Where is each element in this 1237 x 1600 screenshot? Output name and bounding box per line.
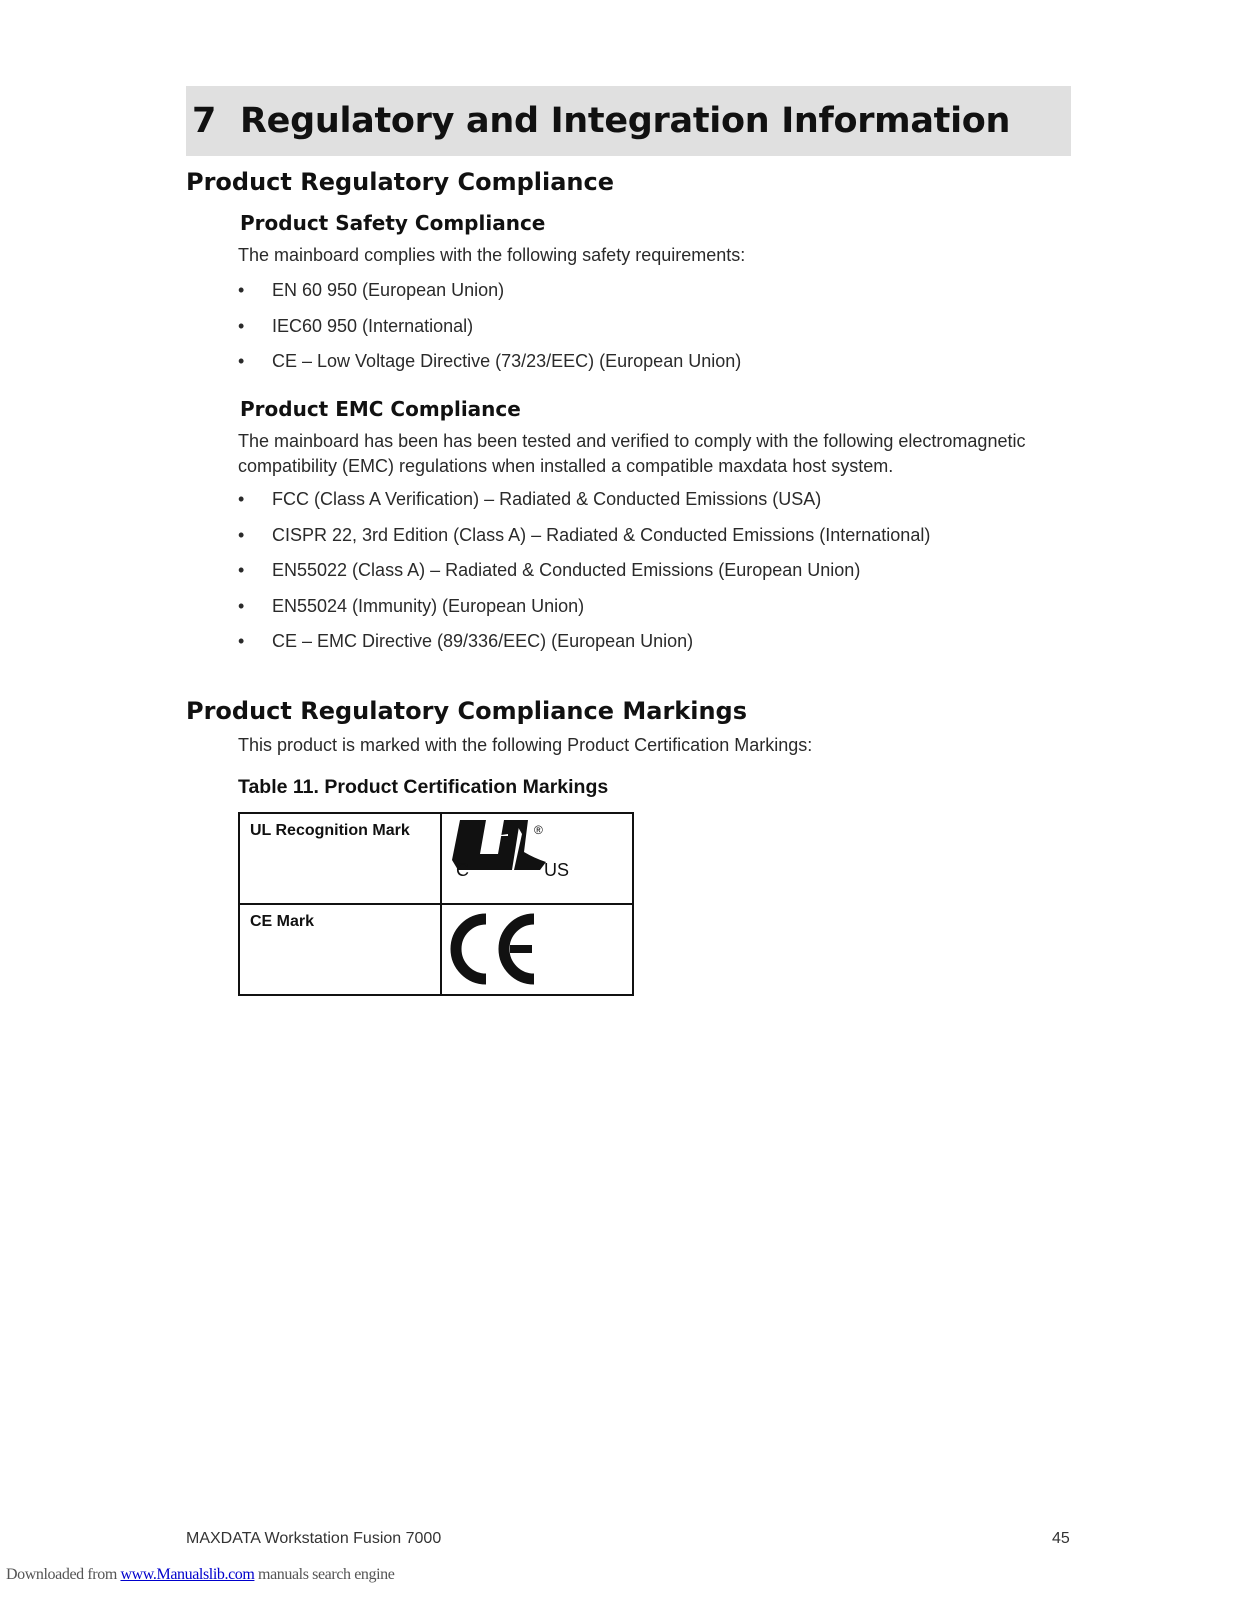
chapter-title: [192, 86, 1010, 156]
section-heading-compliance-markings: Product Regulatory Compliance Markings: [186, 697, 748, 725]
table-row: [239, 813, 633, 904]
emc-list: [238, 487, 930, 665]
safety-intro: The mainboard complies with the following safety requirements:: [238, 245, 746, 265]
registered-mark: ®: [534, 823, 543, 837]
download-suffix: manuals search engine: [254, 1566, 395, 1583]
list-item: • CE – EMC Directive (89/336/EEC) (European Union): [238, 629, 930, 665]
chapter-title-text: Regulatory and Integration Information: [240, 101, 1011, 141]
ul-mark-c-text: C: [456, 860, 469, 880]
chapter-number: 7: [192, 101, 217, 141]
table-cell-mark: [441, 904, 633, 995]
subsection-heading-safety: Product Safety Compliance: [240, 211, 546, 235]
table-row: [239, 904, 633, 995]
list-item: • CISPR 22, 3rd Edition (Class A) – Radiated & Conducted Emissions (International): [238, 523, 930, 559]
emc-intro-line1: The mainboard has been has been tested and verified to comply with the following electromagnetic: [238, 431, 1026, 451]
emc-intro-line2: compatibility (EMC) regulations when installed a compatible maxdata host system.: [238, 456, 894, 476]
footer-title: MAXDATA Workstation Fusion 7000: [186, 1530, 442, 1547]
table-caption: Table 11. Product Certification Markings: [238, 776, 609, 798]
markings-intro: This product is marked with the following Product Certification Markings:: [238, 735, 813, 755]
table-cell-label: UL Recognition Mark: [239, 813, 441, 904]
download-prefix: Downloaded from: [6, 1566, 121, 1583]
list-item: • FCC (Class A Verification) – Radiated & Conducted Emissions (USA): [238, 487, 930, 523]
page-number: 45: [1052, 1530, 1070, 1547]
certification-markings-table: [238, 812, 634, 996]
list-item: • EN55024 (Immunity) (European Union): [238, 594, 930, 630]
emc-intro: [238, 429, 1078, 479]
ul-recognition-mark-icon: [442, 814, 632, 898]
ul-mark-us-text: US: [544, 860, 570, 880]
list-item: • IEC60 950 (International): [238, 314, 741, 350]
table-cell-mark: [441, 813, 633, 904]
download-notice: [6, 1566, 394, 1584]
subsection-heading-emc: Product EMC Compliance: [240, 397, 521, 421]
list-item: • CE – Low Voltage Directive (73/23/EEC) (European Union): [238, 349, 741, 385]
ce-mark-icon: [442, 905, 632, 989]
table-cell-label: CE Mark: [239, 904, 441, 995]
section-heading-regulatory-compliance: Product Regulatory Compliance: [186, 168, 615, 196]
safety-list: [238, 278, 741, 385]
list-item: • EN55022 (Class A) – Radiated & Conducted Emissions (European Union): [238, 558, 930, 594]
list-item: • EN 60 950 (European Union): [238, 278, 741, 314]
manualslib-link[interactable]: www.Manualslib.com: [120, 1566, 255, 1583]
chapter-header-bar: [186, 86, 1071, 156]
